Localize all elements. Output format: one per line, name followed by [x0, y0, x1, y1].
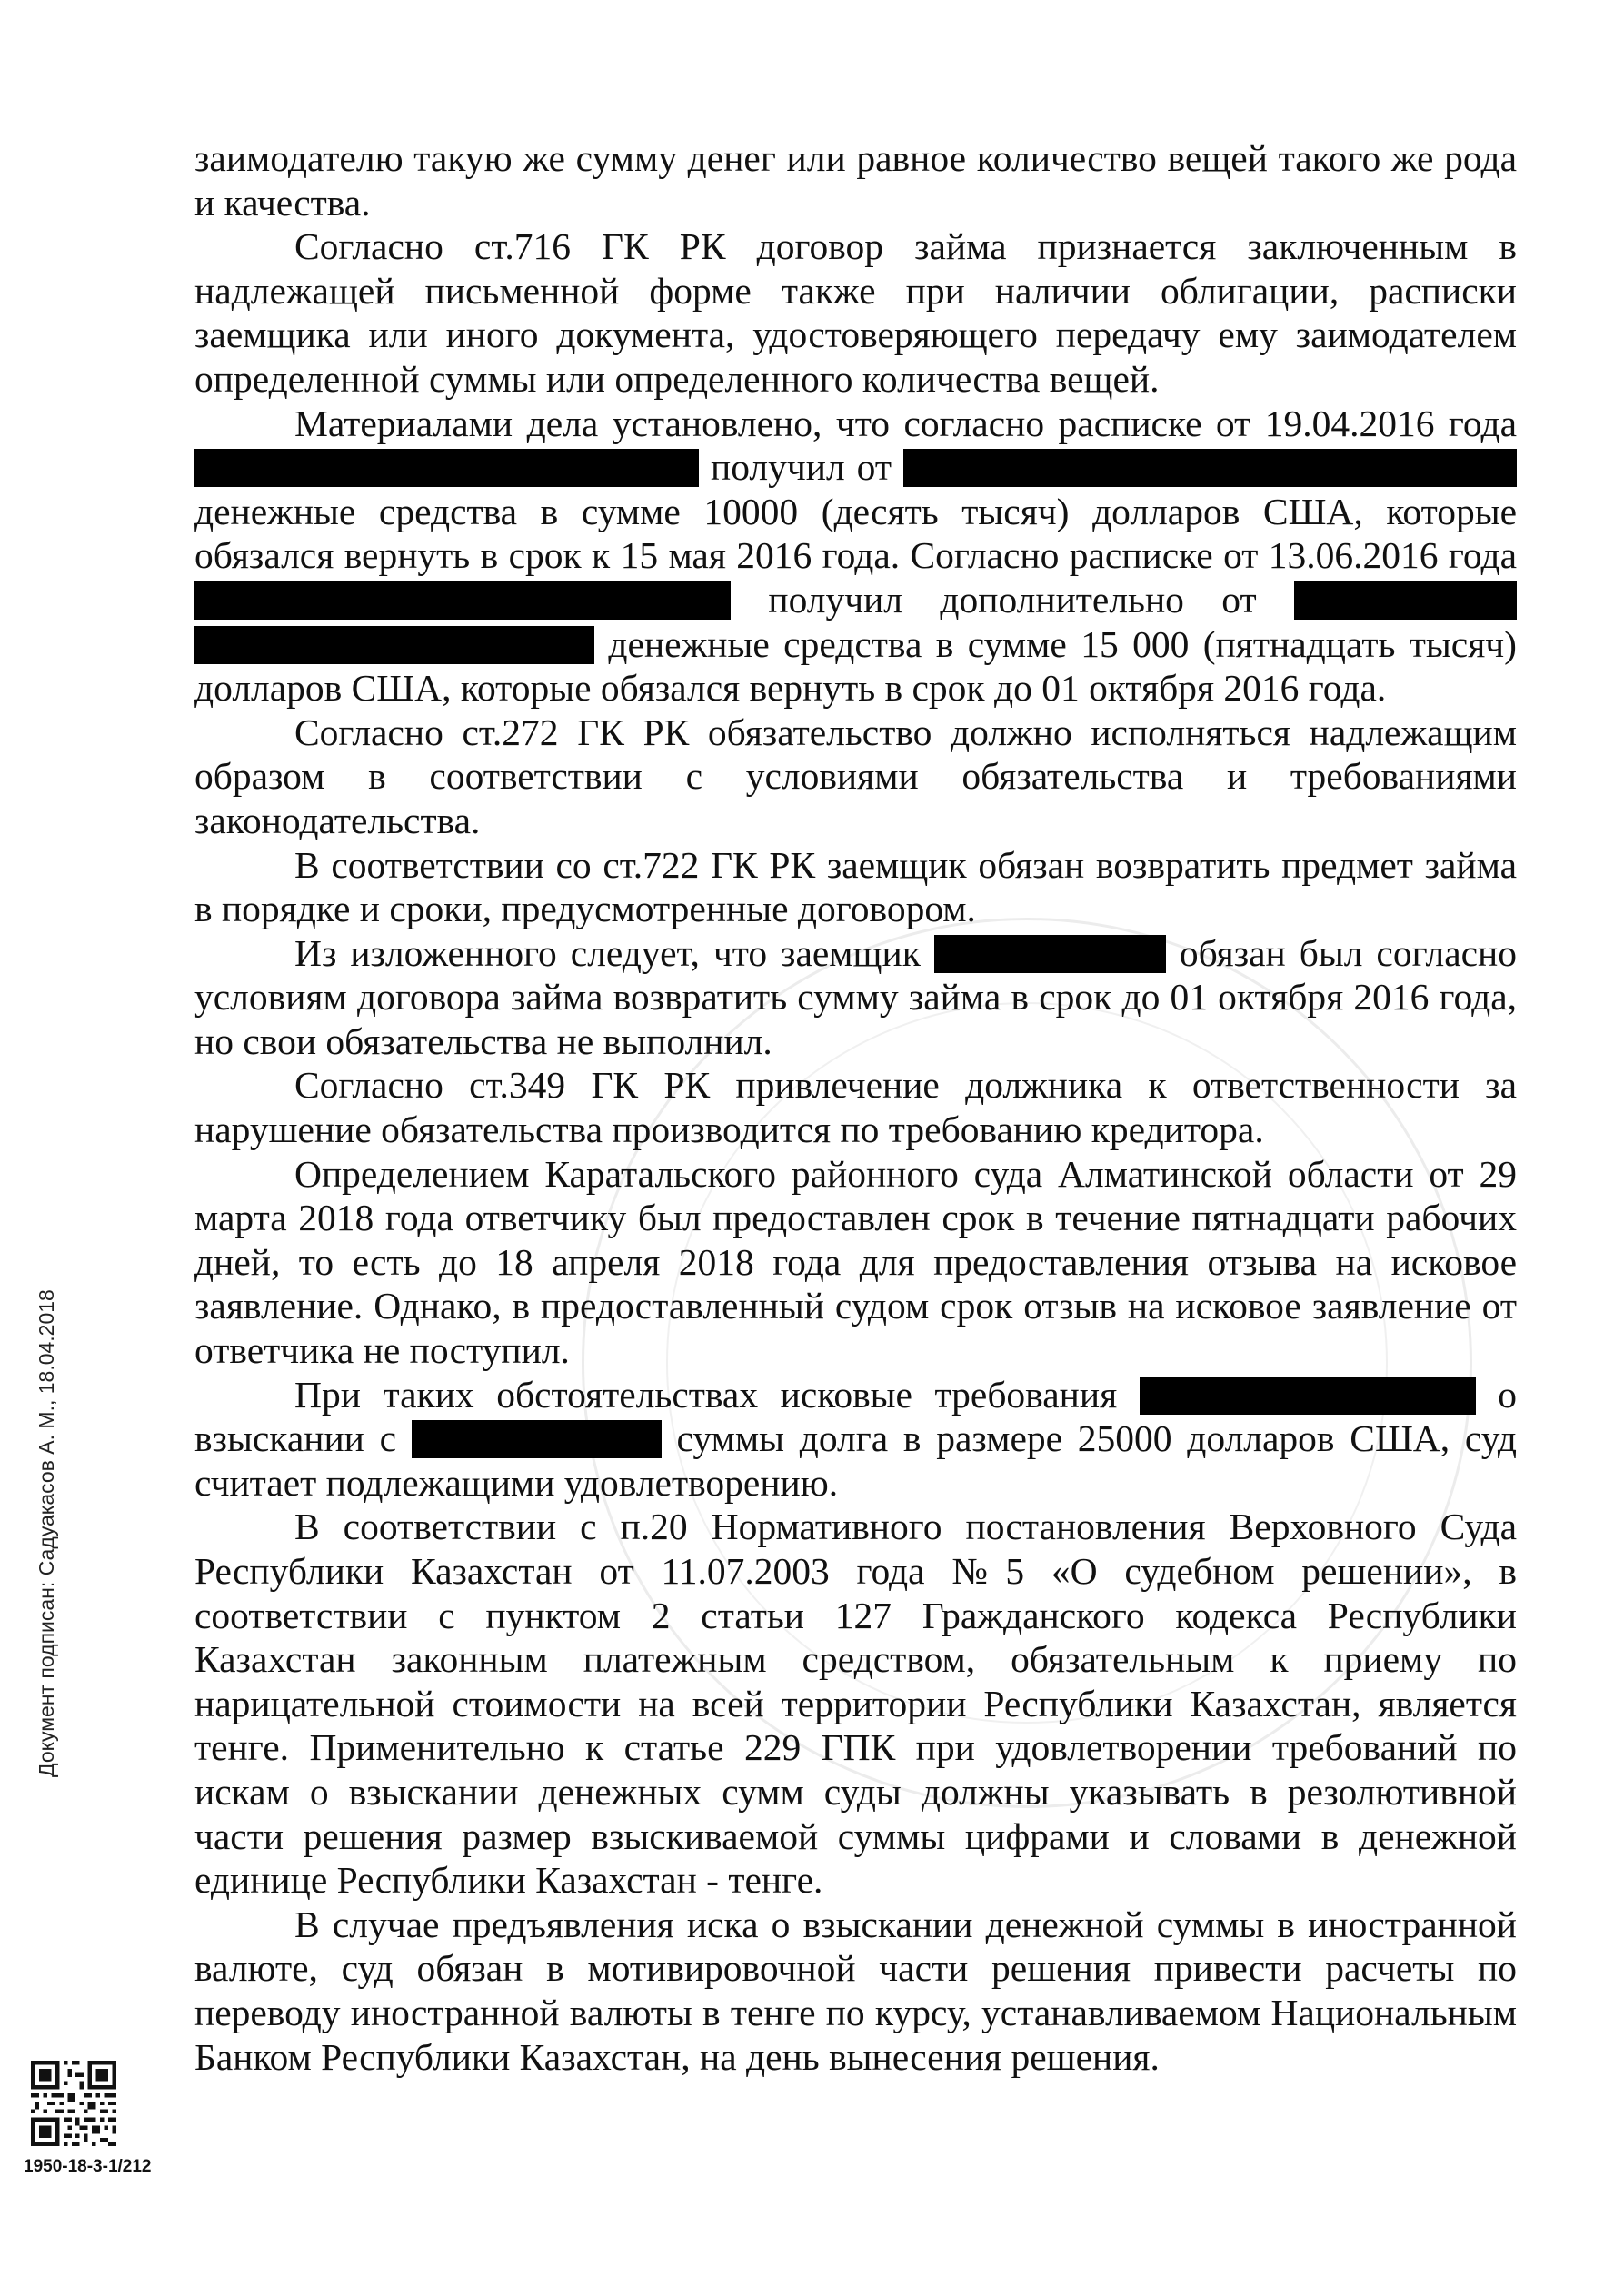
paragraph: При таких обстоятельствах исковые требования о взыскании с суммы долга в размере 25000 долларов США, суд считает подлежащими удовлетворению. [194, 1373, 1518, 1504]
paragraph: В соответствии с п.20 Нормативного постановления Верховного Суда Республики Казахстан от 11.07.2003 года №5 «О судебном решении», в соответствии с пунктом 2 статьи 127 Гражданского кодекса Республики Казахстан законным платежным средством, обязательным к приему по нарицательной стоимости на всей территории Республики Казахстан, является тенге. Применительно к статье 229 ГПК при удовлетворении требований по искам о взыскании денежных сумм суды должны указывать в резолютивной части решения размер взыскиваемой суммы цифрами и словами в денежной единице Республики Казахстан - тенге. [194, 1506, 1517, 1902]
document-body [194, 136, 1517, 2079]
redaction-block [412, 1420, 662, 1458]
paragraph: Из изложенного следует, что заемщик обязан был согласно условиям договора займа возвратить сумму займа в срок до 01 октября 2016 года, но свои обязательства не выполнил. [194, 931, 1517, 1062]
redaction-block [1140, 1377, 1476, 1415]
redaction-block [194, 449, 699, 487]
redaction-block [194, 626, 594, 664]
signature-sidebar: Документ подписан: Садуакасов А. М., 18.04.2018 [35, 1289, 58, 1777]
paragraph: заимодателю такую же сумму денег или равное количество вещей такого же рода и качества. [194, 137, 1517, 224]
document-number: 1950-18-3-1/212 [24, 2157, 152, 2176]
paragraph: Согласно ст.716 ГК РК договор займа признается заключенным в надлежащей письменной форме также при наличии облигации, расписки заемщика или иного документа, удостоверяющего передачу ему заимодателем определенной суммы или определенного количества вещей. [194, 225, 1517, 400]
redaction-block [903, 449, 1517, 487]
paragraph: Согласно ст.349 ГК РК привлечение должника к ответственности за нарушение обязательства производится по требованию кредитора. [194, 1064, 1517, 1151]
qr-code-icon [31, 2061, 116, 2146]
redaction-block [1294, 581, 1517, 620]
paragraph: В соответствии со ст.722 ГК РК заемщик обязан возвратить предмет займа в порядке и сроки, предусмотренные договором. [194, 843, 1517, 930]
redaction-block [194, 581, 731, 620]
paragraph: В случае предъявления иска о взыскании денежной суммы в иностранной валюте, суд обязан в мотивировочной части решения привести расчеты по переводу иностранной валюты в тенге по курсу, устанавливаемом Национальным Банком Республики Казахстан, на день вынесения решения. [194, 1903, 1517, 2078]
paragraph: Материалами дела установлено, что согласно расписке от 19.04.2016 года получил от денежные средства в сумме 10000 (десять тысяч) долларов США, которые обязался вернуть в срок к 15 мая 2016 года. Согласно расписке от 13.06.2016 года получил дополнительно от денежные средства в сумме 15 000 (пятнадцать тысяч) долларов США, которые обязался вернуть в срок до 01 октября 2016 года. [194, 402, 1518, 710]
redaction-block [934, 935, 1166, 973]
paragraph: Согласно ст.272 ГК РК обязательство должно исполняться надлежащим образом в соответствии с условиями обязательства и требованиями законодательства. [194, 711, 1517, 841]
paragraph: Определением Каратальского районного суда Алматинской области от 29 марта 2018 года ответчику был предоставлен срок в течение пятнадцати рабочих дней, то есть до 18 апреля 2018 года для предоставления отзыва на исковое заявление. Однако, в предоставленный судом срок отзыв на исковое заявление от ответчика не поступил. [194, 1152, 1517, 1372]
